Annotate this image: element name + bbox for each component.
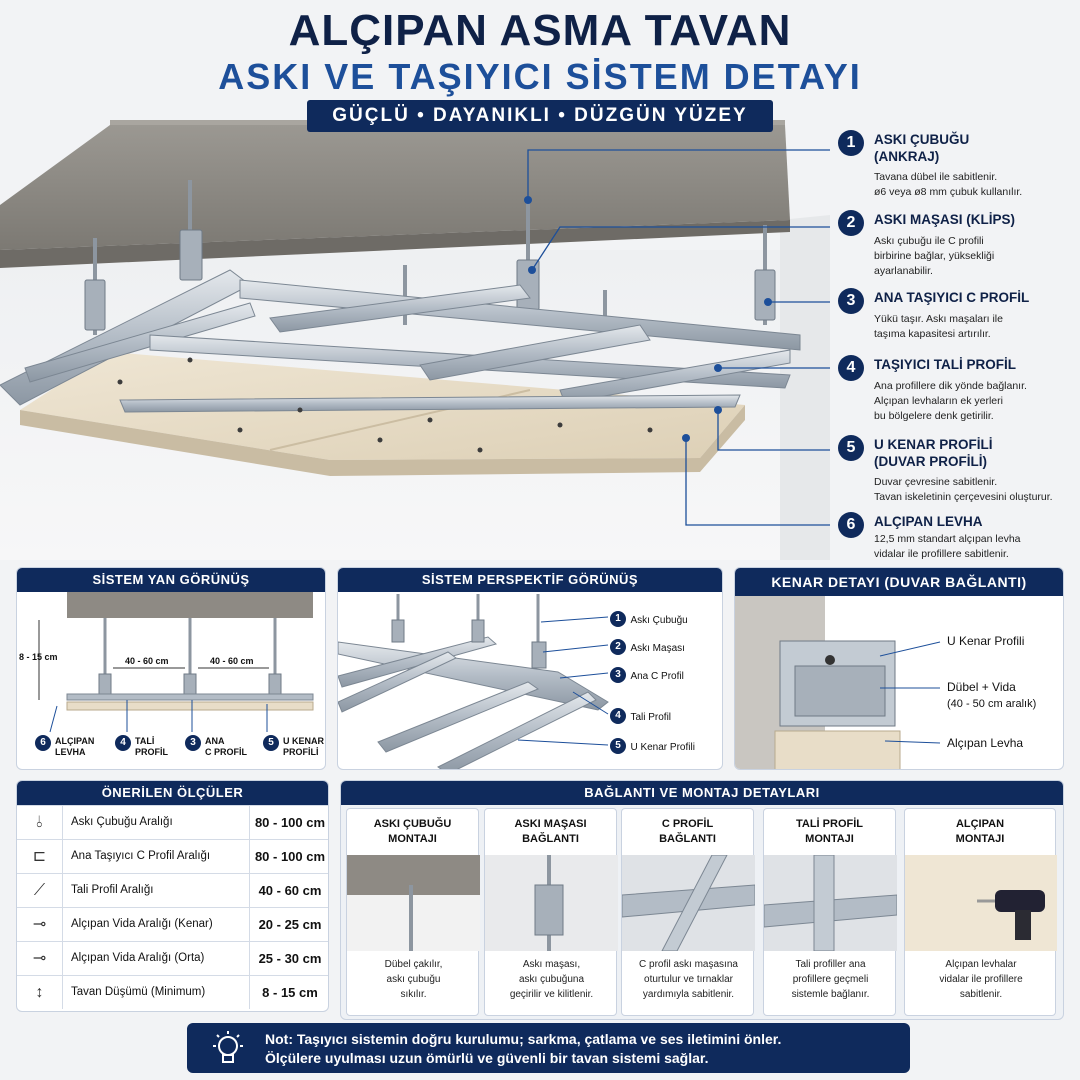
persp-label-2: 2 Askı Maşası	[610, 638, 685, 656]
callout-number: 1	[838, 130, 864, 156]
side-label-6: 6 ALÇIPAN LEVHA	[35, 734, 51, 752]
persp-label-3: 3 Ana C Profil	[610, 666, 684, 684]
table-row: ⊸ Alçıpan Vida Aralığı (Orta) 25 - 30 cm	[17, 941, 329, 975]
callout-title: TAŞIYICI TALİ PROFİL	[874, 357, 1016, 372]
edge-label-u-profile: U Kenar Profili	[947, 634, 1025, 648]
step-board-mounting: ALÇIPAN MONTAJI Alçıpan levhalar vidalar ile profillere sabitlenir.	[904, 808, 1056, 1016]
callout-title: ANA TAŞIYICI C PROFİL	[874, 290, 1030, 305]
callout-desc: Tavana dübel ile sabitlenir. ø6 veya ø8 mm çubuk kullanılır.	[874, 171, 1023, 198]
side-label-3: 3 ANA C PROFİL	[185, 734, 201, 752]
side-label-5: 5 U KENAR PROFİLİ	[263, 734, 279, 752]
panel-title: ÖNERİLEN ÖLÇÜLER	[17, 781, 328, 805]
side-view-panel	[16, 567, 326, 770]
panel-title: KENAR DETAYI (DUVAR BAĞLANTI)	[735, 568, 1063, 596]
panel-title: SİSTEM YAN GÖRÜNÜŞ	[17, 568, 325, 592]
panel-title: SİSTEM PERSPEKTİF GÖRÜNÜŞ	[338, 568, 722, 592]
note-banner	[187, 1023, 910, 1073]
persp-label-1: 1 Askı Çubuğu	[610, 610, 688, 628]
edge-label-board: Alçıpan Levha	[947, 736, 1024, 750]
lightbulb-icon	[209, 1030, 247, 1068]
table-row: ⊸ Alçıpan Vida Aralığı (Kenar) 20 - 25 cm	[17, 907, 329, 941]
profile-icon: ⟋	[17, 874, 63, 907]
edge-detail-panel	[734, 567, 1064, 770]
page-subtitle: ASKI VE TAŞIYICI SİSTEM DETAYI	[218, 56, 862, 97]
rod-mount-illustration	[347, 855, 480, 951]
c-profile-icon: ⊏	[17, 840, 63, 873]
persp-label-5: 5 U Kenar Profili	[610, 737, 695, 755]
screw-icon: ⊸	[17, 908, 63, 941]
table-row: ⟋ Tali Profil Aralığı 40 - 60 cm	[17, 873, 329, 907]
side-label-4: 4 TALİ PROFİL	[115, 734, 131, 752]
callout-title: ALÇIPAN LEVHA	[874, 514, 983, 529]
step-clip-connection: ASKI MAŞASI BAĞLANTI Askı maşası, askı çubuğuna geçirilir ve kilitlenir.	[484, 808, 617, 1016]
step-rod-mounting: ASKI ÇUBUĞU MONTAJI Dübel çakılır, askı çubuğu sıkılır.	[346, 808, 479, 1016]
drill-illustration	[905, 855, 1057, 951]
edge-label-spacing: (40 - 50 cm aralık)	[947, 698, 1037, 710]
secondary-profile-illustration	[764, 855, 897, 951]
persp-label-4: 4 Tali Profil	[610, 707, 671, 725]
page-title: ALÇIPAN ASMA TAVAN	[288, 6, 792, 55]
clip-illustration	[485, 855, 618, 951]
spacing-dim-label: 40 - 60 cm	[210, 656, 254, 666]
callout-title: U KENAR PROFİLİ (DUVAR PROFİLİ)	[874, 437, 993, 469]
callout-number: 6	[838, 512, 864, 538]
callout-number: 4	[838, 355, 864, 381]
table-row: ↕ Tavan Düşümü (Minimum) 8 - 15 cm	[17, 975, 329, 1009]
rod-icon: ⫰	[17, 806, 63, 839]
panel-title: BAĞLANTI VE MONTAJ DETAYLARI	[341, 781, 1063, 805]
callout-number: 5	[838, 435, 864, 461]
arrow-vertical-icon: ↕	[17, 976, 63, 1009]
hero-ceiling-illustration	[0, 120, 830, 560]
perspective-view-panel	[337, 567, 723, 770]
callout-number: 2	[838, 210, 864, 236]
step-c-profile-connection: C PROFİL BAĞLANTI C profil askı maşasına oturtulur ve tırnaklar yardımıyla sabitlenir.	[621, 808, 754, 1016]
callout-desc: Ana profillere dik yönde bağlanır. Alçıpan levhaların ek yerleri bu bölgelere denk getirilir.	[874, 380, 1027, 422]
callout-desc: Askı çubuğu ile C profili birbirine bağlar, yüksekliği ayarlanabilir.	[874, 235, 995, 277]
callout-desc: Duvar çevresine sabitlenir. Tavan iskeletinin çerçevesini oluşturur.	[874, 476, 1053, 503]
table-row: ⊏ Ana Taşıyıcı C Profil Aralığı 80 - 100 cm	[17, 839, 329, 873]
tagline-banner: GÜÇLÜ • DAYANIKLI • DÜZGÜN YÜZEY	[307, 100, 773, 132]
step-secondary-profile: TALİ PROFİL MONTAJI Tali profiller ana profillere geçmeli sistemle bağlanır.	[763, 808, 896, 1016]
callout-title: ASKI MAŞASI (KLİPS)	[874, 212, 1016, 227]
spacing-dim-label: 40 - 60 cm	[125, 656, 169, 666]
table-row: ⫰ Askı Çubuğu Aralığı 80 - 100 cm	[17, 805, 329, 839]
callout-title: ASKI ÇUBUĞU (ANKRAJ)	[874, 132, 970, 164]
note-text: Not: Taşıyıcı sistemin doğru kurulumu; sarkma, çatlama ve ses iletimini önler. Ölçülere uyulması uzun ömürlü ve güvenli bir tavan sistemi sağlar.	[265, 1031, 782, 1066]
screw-icon: ⊸	[17, 942, 63, 975]
recommended-dimensions-table	[16, 780, 329, 1012]
edge-label-dowel: Dübel + Vida	[947, 680, 1016, 694]
callout-desc: 12,5 mm standart alçıpan levha vidalar ile profillere sabitlenir.	[874, 533, 1021, 560]
callout-desc: Yükü taşır. Askı maşaları ile taşıma kapasitesi artırılır.	[874, 313, 1003, 340]
callout-number: 3	[838, 288, 864, 314]
drop-dim-label: 8 - 15 cm	[19, 652, 58, 662]
c-profile-illustration	[622, 855, 755, 951]
